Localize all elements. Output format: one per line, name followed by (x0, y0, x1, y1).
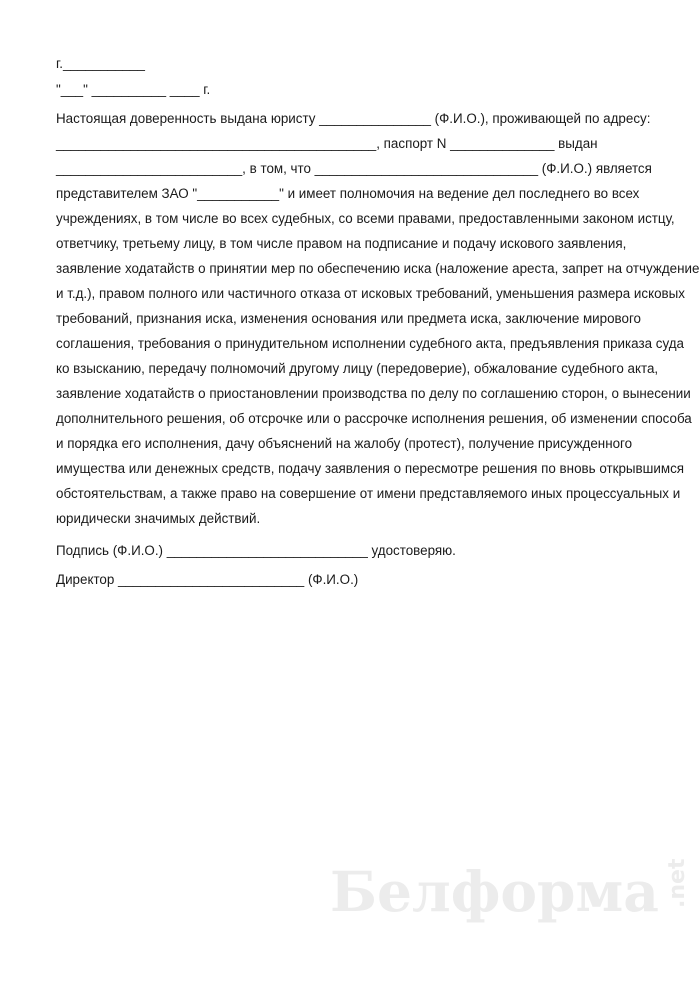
body-line: юридически значимых действий. (56, 511, 261, 526)
body-line: Настоящая доверенность выдана юристу _______________ (Ф.И.О.), проживающей по адресу: (56, 111, 651, 126)
director-line: Директор _________________________ (Ф.И.О.) (56, 572, 359, 587)
city-line: г.___________ (56, 56, 145, 71)
body-line: дополнительного решения, об отсрочке или о рассрочке исполнения решения, об изменении способа (56, 411, 692, 426)
watermark-logo (330, 858, 700, 924)
signature-line: Подпись (Ф.И.О.) ___________________________ удостоверяю. (56, 543, 456, 558)
body-line: заявление ходатайств о принятии мер по обеспечению иска (наложение ареста, запрет на отчуждение (56, 261, 700, 276)
watermark-tld: .net (664, 858, 690, 908)
body-line: _________________________, в том, что ______________________________ (Ф.И.О.) является (56, 161, 652, 176)
body-line: ___________________________________________, паспорт N ______________ выдан (56, 136, 598, 151)
body-line: и т.д.), правом полного или частичного отказа от исковых требований, уменьшения размера исковых (56, 286, 685, 301)
body-line: соглашения, требования о принудительном исполнении судебного акта, предъявления приказа суда (56, 336, 684, 351)
body-line: учреждениях, в том числе во всех судебных, со всеми правами, предоставленными законом истцу, (56, 211, 675, 226)
body-line: ответчику, третьему лицу, в том числе правом на подписание и подачу искового заявления, (56, 236, 627, 251)
body-line: обстоятельствам, а также право на совершение от имени представляемого иных процессуальных и (56, 486, 681, 501)
body-line: имущества или денежных средств, подачу заявления о пересмотре решения по вновь открывшимся (56, 461, 685, 476)
watermark-brand: Белформа (330, 859, 659, 924)
body-line: и порядка его исполнения, дачу объяснений на жалобу (протест), получение присужденного (56, 436, 633, 451)
date-line: "___" __________ ____ г. (56, 82, 211, 97)
body-line: требований, признания иска, изменения основания или предмета иска, заключение мирового (56, 311, 642, 326)
body-line: ко взысканию, передачу полномочий другому лицу (передоверие), обжалование судебного акта, (56, 361, 659, 376)
body-line: заявление ходатайств о приостановлении производства по делу по соглашению сторон, о вынесении (56, 386, 691, 401)
body-line: представителем ЗАО "___________" и имеет полномочия на ведение дел последнего во всех (56, 186, 640, 201)
